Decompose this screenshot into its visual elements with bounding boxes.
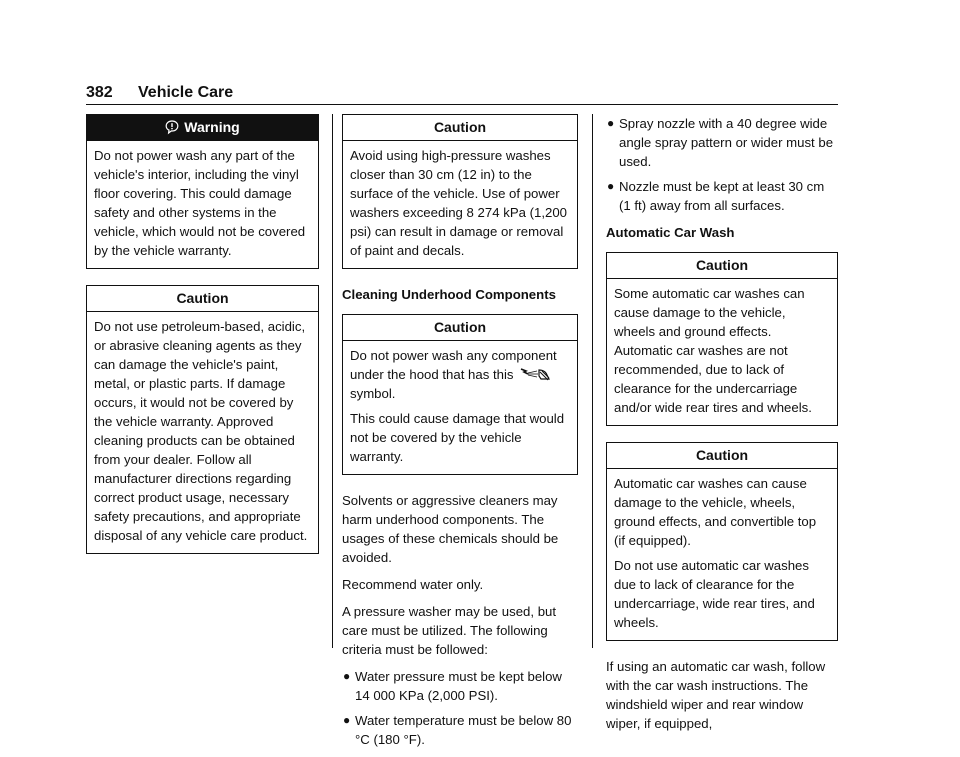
list-item-text: Water pressure must be kept below 14 000 KPa (2,000 PSI). [355,669,562,703]
list-item-text: Spray nozzle with a 40 degree wide angle spray pattern or wider must be used. [619,116,834,169]
warning-text: Do not power wash any part of the vehicle's interior, including the vinyl floor covering. This could damage safety and other systems in the vehicle, which would not be covered by the vehicle warranty. [94,148,306,258]
caution-text [350,346,570,403]
warning-box [86,114,319,269]
list-item-text: Nozzle must be kept at least 30 cm (1 ft) away from all surfaces. [619,179,825,213]
caution-title: Caution [343,315,577,341]
caution-box [606,442,838,641]
caution-text-after-symbol: symbol. [350,386,396,401]
caution-title: Caution [343,115,577,141]
section-title: Vehicle Care [138,84,234,101]
subheading: Cleaning Underhood Components [342,287,556,302]
warning-title: Warning [184,119,240,135]
column-divider [592,114,593,648]
bullet-icon: ● [607,179,615,193]
column-divider [332,114,333,648]
column-middle [342,114,578,757]
caution-title: Caution [87,286,318,312]
caution-text: Avoid using high-pressure washes closer than 30 cm (12 in) to the surface of the vehicle. Use of power washers exceeding 8 274 kPa (1,200 psi) can result in damage or removal of paint and decals. [350,148,568,258]
paragraph: A pressure washer may be used, but care must be utilized. The following criteria must be followed: [342,604,557,657]
caution-text-2: Do not use automatic car washes due to lack of clearance for the undercarriage, wide rear tires, and wheels. [614,558,815,630]
caution-box [342,314,578,475]
warning-title-bar [87,115,318,141]
list-item [606,177,838,215]
page-header [86,84,838,106]
caution-text-2: This could cause damage that would not be covered by the vehicle warranty. [350,411,565,464]
bullet-icon: ● [343,669,351,683]
bullet-list [606,114,838,215]
list-item [342,667,578,705]
warning-bubble-icon [165,120,179,134]
no-power-wash-symbol-icon [519,366,553,382]
bullet-icon: ● [343,713,351,727]
column-right [606,114,838,741]
caution-title: Caution [607,443,837,469]
column-left [86,114,319,570]
caution-title: Caution [607,253,837,279]
caution-box [86,285,319,554]
caution-text: Automatic car washes can cause damage to the vehicle, wheels, ground effects, and convertible top (if equipped). [614,476,817,548]
caution-text: Do not use petroleum-based, acidic, or abrasive cleaning agents as they can damage the vehicle's paint, metal, or plastic parts. If damage occurs, it would not be covered by the vehicle warranty. Approved cleaning products can be obtained from your dealer. Follow all manufacturer directions regarding correct product usage, necessary safety precautions, and appropriate disposal of any vehicle care product. [94,319,308,543]
page-number: 382 [86,84,113,101]
caution-text: Some automatic car washes can cause damage to the vehicle, wheels and ground effects. Automatic car washes are not recommended, due to lack of clearance for the undercarriage and/or wide rear tires and wheels. [614,286,812,415]
paragraph: If using an automatic car wash, follow with the car wash instructions. The windshield wiper and rear window wiper, if equipped, [606,659,826,731]
subheading: Automatic Car Wash [606,225,735,240]
caution-box [606,252,838,426]
list-item [606,114,838,171]
caution-text-before-symbol: Do not power wash any component under the hood that has this [350,348,557,382]
paragraph: Solvents or aggressive cleaners may harm underhood components. The usages of these chemicals should be avoided. [342,493,559,565]
bullet-list [342,667,578,749]
paragraph: Recommend water only. [342,577,484,592]
list-item-text: Water temperature must be below 80 °C (180 °F). [355,713,572,747]
header-rule [86,104,838,105]
bullet-icon: ● [607,116,615,130]
caution-box [342,114,578,269]
list-item [342,711,578,749]
